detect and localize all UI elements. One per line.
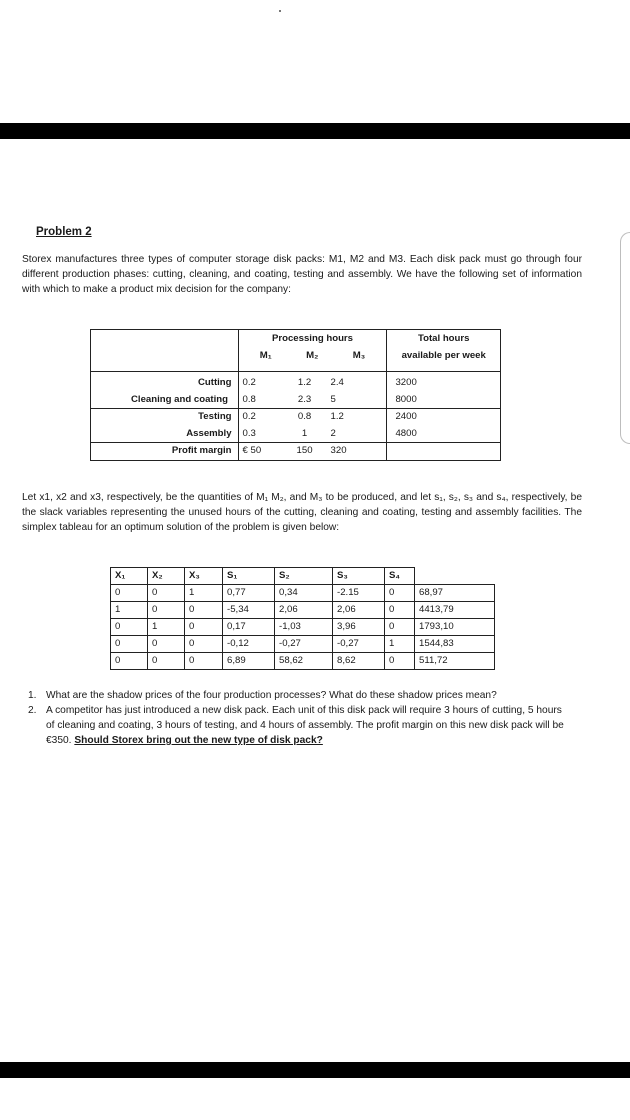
total-hours-header: Total hours xyxy=(417,333,470,344)
table-cell: 0 xyxy=(185,602,223,619)
table-corner-cell xyxy=(91,330,239,372)
table-cell: 0,77 xyxy=(223,585,275,602)
table-cell: 3,96 xyxy=(333,619,385,636)
table-cell: 0 xyxy=(185,653,223,670)
row-label-cutting: Cutting xyxy=(197,377,232,388)
table-row xyxy=(111,619,495,636)
header-x3: X₃ xyxy=(185,568,223,585)
table-cell: -0,12 xyxy=(223,636,275,653)
table-cell: 1793,10 xyxy=(415,619,495,636)
table-cell: 511,72 xyxy=(415,653,495,670)
question-list xyxy=(28,688,573,748)
total-testing: 2400 xyxy=(395,411,417,422)
row-label-assembly: Assembly xyxy=(186,427,232,439)
total-cutting: 3200 xyxy=(395,377,417,388)
machine-m2-header: M₂ xyxy=(306,350,319,361)
row-label-profit: Profit margin xyxy=(91,443,239,461)
table-cell: -0,27 xyxy=(275,636,333,653)
table-cell: 1 xyxy=(385,636,415,653)
table-cell: -2.15 xyxy=(333,585,385,602)
table-cell: 0 xyxy=(111,636,148,653)
row-label-cleaning: Cleaning and coating xyxy=(131,393,229,405)
processing-hours-header: Processing hours xyxy=(271,333,354,344)
intro-paragraph: Storex manufactures three types of computer storage disk packs: M1, M2 and M3. Each disk pack must go through four different production phases: cutting, cleaning, and coating, testing and assembly. We have the following set of information with which to make a product mix decision for the company: xyxy=(22,254,582,295)
header-s3: S₃ xyxy=(333,568,385,585)
slack-variables-paragraph: Let x1, x2 and x3, respectively, be the quantities of M₁ M₂, and M₃ to be produced, and let s₁, s₂, s₃ and s₄, respectively, be the slack variables representing the unused hours of the cutting, cleaning and coating, testing and assembly facilities. The simplex tableau for an optimum solution of the problem is given below: xyxy=(22,492,582,533)
processing-hours-table xyxy=(90,329,501,461)
question-1-text: What are the shadow prices of the four production processes? What do these shadow prices mean? xyxy=(46,690,497,701)
question-2 xyxy=(28,703,573,748)
bottom-black-bar xyxy=(0,1062,630,1078)
available-per-week-header: available per week xyxy=(401,350,486,361)
machine-m1-header: M₁ xyxy=(259,350,272,361)
total-cleaning: 8000 xyxy=(395,393,417,405)
table-cell: 1544,83 xyxy=(415,636,495,653)
table-row xyxy=(111,602,495,619)
total-header-cell xyxy=(387,330,501,372)
table-cell: 0 xyxy=(385,619,415,636)
table-cell: 0 xyxy=(111,653,148,670)
table-row xyxy=(111,585,495,602)
header-s4: S₄ xyxy=(385,568,415,585)
header-x2: X₂ xyxy=(148,568,185,585)
header-s2: S₂ xyxy=(275,568,333,585)
table-cell: -1,03 xyxy=(275,619,333,636)
table-cell: 1 xyxy=(185,585,223,602)
table-cell: 0,34 xyxy=(275,585,333,602)
table-cell: 0 xyxy=(111,585,148,602)
side-bracket-decoration xyxy=(620,232,630,444)
machine-m3-header: M₃ xyxy=(352,350,366,361)
table-row: 0.2 1.2 2.4 xyxy=(242,377,344,388)
table-row xyxy=(111,653,495,670)
table-cell: 6,89 xyxy=(223,653,275,670)
table-row: € 50 150 320 xyxy=(242,445,347,456)
processing-header-cell xyxy=(238,330,387,372)
top-black-bar xyxy=(0,123,630,139)
table-cell: 4413,79 xyxy=(415,602,495,619)
table-row: 0.2 0.8 1.2 xyxy=(242,411,344,422)
question-1 xyxy=(28,688,573,703)
header-s1: S₁ xyxy=(223,568,275,585)
problem-title: Problem 2 xyxy=(36,226,92,238)
table-cell: 58,62 xyxy=(275,653,333,670)
table-cell: 0 xyxy=(148,636,185,653)
table-cell: 8,62 xyxy=(333,653,385,670)
table-cell: -0,27 xyxy=(333,636,385,653)
question-2-text: A competitor has just introduced a new disk pack. Each unit of this disk pack will require 3 hours of cutting, 5 hours of cleaning and coating, 3 hours of testing, and 4 hours of assembly. The profit margin on this new disk pack will be €350. xyxy=(46,705,564,746)
table-row: 0.8 2.3 5 xyxy=(242,393,336,405)
table-cell: 2,06 xyxy=(275,602,333,619)
table-cell: 68,97 xyxy=(415,585,495,602)
table-cell: 0 xyxy=(148,602,185,619)
total-assembly: 4800 xyxy=(395,427,417,439)
table-cell: 0,17 xyxy=(223,619,275,636)
table-cell: -5,34 xyxy=(223,602,275,619)
table-cell: 0 xyxy=(148,653,185,670)
header-x1: X₁ xyxy=(111,568,148,585)
row-label-testing: Testing xyxy=(198,411,232,422)
question-2-number: 2. xyxy=(28,705,37,716)
question-2-emphasis: Should Storex bring out the new type of disk pack? xyxy=(74,735,323,746)
table-cell: 0 xyxy=(185,619,223,636)
table-cell: 1 xyxy=(148,619,185,636)
question-1-number: 1. xyxy=(28,690,37,701)
table-row: 0.3 1 2 xyxy=(242,427,336,439)
table-cell: 0 xyxy=(148,585,185,602)
tableau-header-row xyxy=(111,568,495,585)
table-cell: 0 xyxy=(185,636,223,653)
table-cell: 0 xyxy=(385,585,415,602)
table-cell: 0 xyxy=(111,619,148,636)
simplex-tableau xyxy=(110,567,495,670)
scan-dot xyxy=(279,10,281,12)
total-profit xyxy=(387,443,501,461)
table-cell: 0 xyxy=(385,653,415,670)
table-cell: 1 xyxy=(111,602,148,619)
table-row xyxy=(111,636,495,653)
table-cell: 2,06 xyxy=(333,602,385,619)
header-rhs xyxy=(415,568,495,585)
table-cell: 0 xyxy=(385,602,415,619)
